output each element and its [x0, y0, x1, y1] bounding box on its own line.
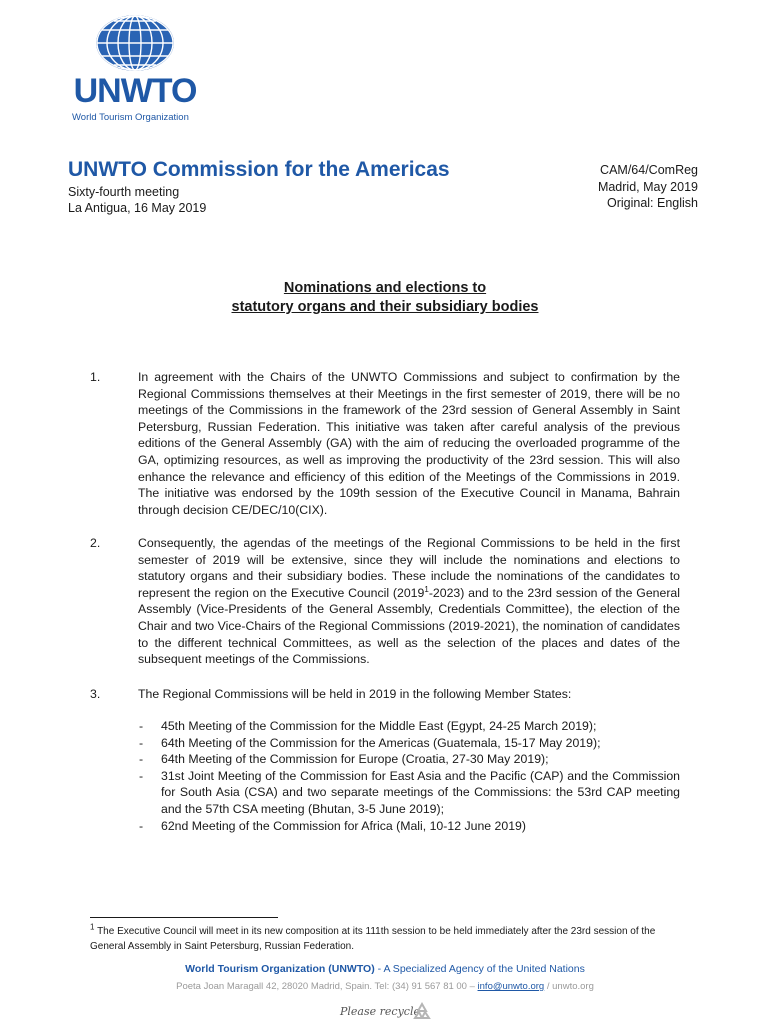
footnote [90, 924, 682, 954]
footer-website[interactable]: / unwto.org [544, 981, 594, 992]
list-bullet: - [139, 768, 144, 783]
footnote-text: The Executive Council will meet in its new composition at its 111th session to be held immediately after the 23rd session of the General Assembly in Saint Petersburg, Russian Federation. [90, 926, 656, 952]
recycle-icon [412, 1002, 432, 1022]
footer-organization [0, 963, 770, 975]
list-item [138, 751, 680, 768]
list-item-text: 62nd Meeting of the Commission for Africa (Mali, 10-12 June 2019) [161, 818, 526, 833]
commission-title: UNWTO Commission for the Americas [68, 158, 450, 181]
list-item [138, 768, 680, 818]
ref-place-date: Madrid, May 2019 [597, 179, 698, 194]
meeting-location-date: La Antigua, 16 May 2019 [68, 201, 207, 215]
paragraph-text: The Regional Commissions will be held in 2019 in the following Member States: [138, 687, 572, 701]
meeting-number: Sixty-fourth meeting [68, 185, 180, 199]
paragraph-number: 3. [90, 687, 101, 701]
meeting-info [68, 184, 206, 216]
footer-org-tagline: - A Specialized Agency of the United Nations [374, 963, 585, 975]
paragraph-1 [90, 369, 680, 518]
footer-address [0, 981, 770, 992]
document-reference [598, 162, 698, 212]
title-line-1: Nominations and elections to [283, 280, 487, 296]
paragraph-text [138, 535, 680, 668]
footnote-reference[interactable]: 1 [424, 584, 429, 594]
list-item [138, 718, 680, 735]
paragraph-text: In agreement with the Chairs of the UNWTO Commissions and subject to confirmation by the Regional Commissions themselves at their Meetings in the first semester of 2019, there will be no meetings of the Commissions in the framework of the 23rd session of General Assembly in Saint Petersburg, Russian Federation. This initiative was taken after careful analysis of the previous editions of the General Assembly (GA) with the aim of reducing the overloaded programme of the GA, optimizing resources, as well as improving the productivity of the 23rd session. This will also enhance the relevance and efficiency of this edition of the Meetings of the Commissions in 2019. The initiative was endorsed by the 109th session of the Executive Council in Manama, Bahrain through decision CE/DEC/10(CIX). [138, 370, 680, 517]
paragraph-number: 2. [90, 536, 101, 550]
footnote-number: 1 [90, 922, 95, 932]
meetings-list [138, 718, 680, 834]
list-item [138, 818, 680, 835]
list-item-text: 45th Meeting of the Commission for the Middle East (Egypt, 24-25 March 2019); [161, 719, 597, 733]
footer-address-text: Poeta Joan Maragall 42, 28020 Madrid, Spain. Tel: (34) 91 567 81 00 – [176, 981, 478, 992]
list-bullet: - [139, 752, 144, 767]
list-item [138, 735, 680, 752]
list-item-text: 31st Joint Meeting of the Commission for East Asia and the Pacific (CAP) and the Commission for South Asia (CSA) and two separate meetings of the Commissions: the 53rd CAP meeting and the 57th CSA meeting (Bhutan, 3-5 June 2019); [161, 768, 680, 816]
paragraph-3 [90, 686, 680, 703]
logo-subtitle: World Tourism Organization [72, 112, 189, 123]
paragraph-number: 1. [90, 370, 101, 384]
list-bullet: - [139, 818, 144, 833]
footer-org-name: World Tourism Organization (UNWTO) [185, 963, 375, 975]
footnote-divider [90, 917, 278, 918]
email-link[interactable]: info@unwto.org [477, 981, 545, 992]
list-bullet: - [139, 719, 144, 733]
title-line-2: statutory organs and their subsidiary bodies [231, 299, 539, 315]
paragraph-text-before: Consequently, the agendas of the meetings of the Regional Commissions to be held in the first semester of 2019 will be extensive, since they will include the nominations and elections to statutory organs and their subsidiary bodies. These include the nominations of the candidates to represent the region on the Executive Council (2019 [138, 536, 680, 600]
logo-wordmark: UNWTO [73, 72, 197, 110]
recycle-note: Please recycle [340, 1005, 420, 1018]
ref-code: CAM/64/ComReg [600, 163, 698, 177]
list-bullet: - [139, 735, 144, 750]
ref-original-language: Original: English [606, 196, 698, 210]
paragraph-2 [90, 535, 680, 668]
globe-icon [94, 14, 176, 72]
paragraph-text-after: -2023) and to the 23rd session of the General Assembly (Vice-Presidents of the General Assembly, Credentials Committee), the election of the Chair and two Vice-Chairs of the Regional Commissions (2019-2021), the nomination of candidates to the different technical Committees, as well as the selection of the places and dates of the subsequent meetings of the Commissions. [138, 585, 681, 667]
list-item-text: 64th Meeting of the Commission for Europe (Croatia, 27-30 May 2019); [161, 752, 549, 767]
list-item-text: 64th Meeting of the Commission for the Americas (Guatemala, 15-17 May 2019); [161, 735, 601, 750]
document-title [0, 279, 770, 317]
